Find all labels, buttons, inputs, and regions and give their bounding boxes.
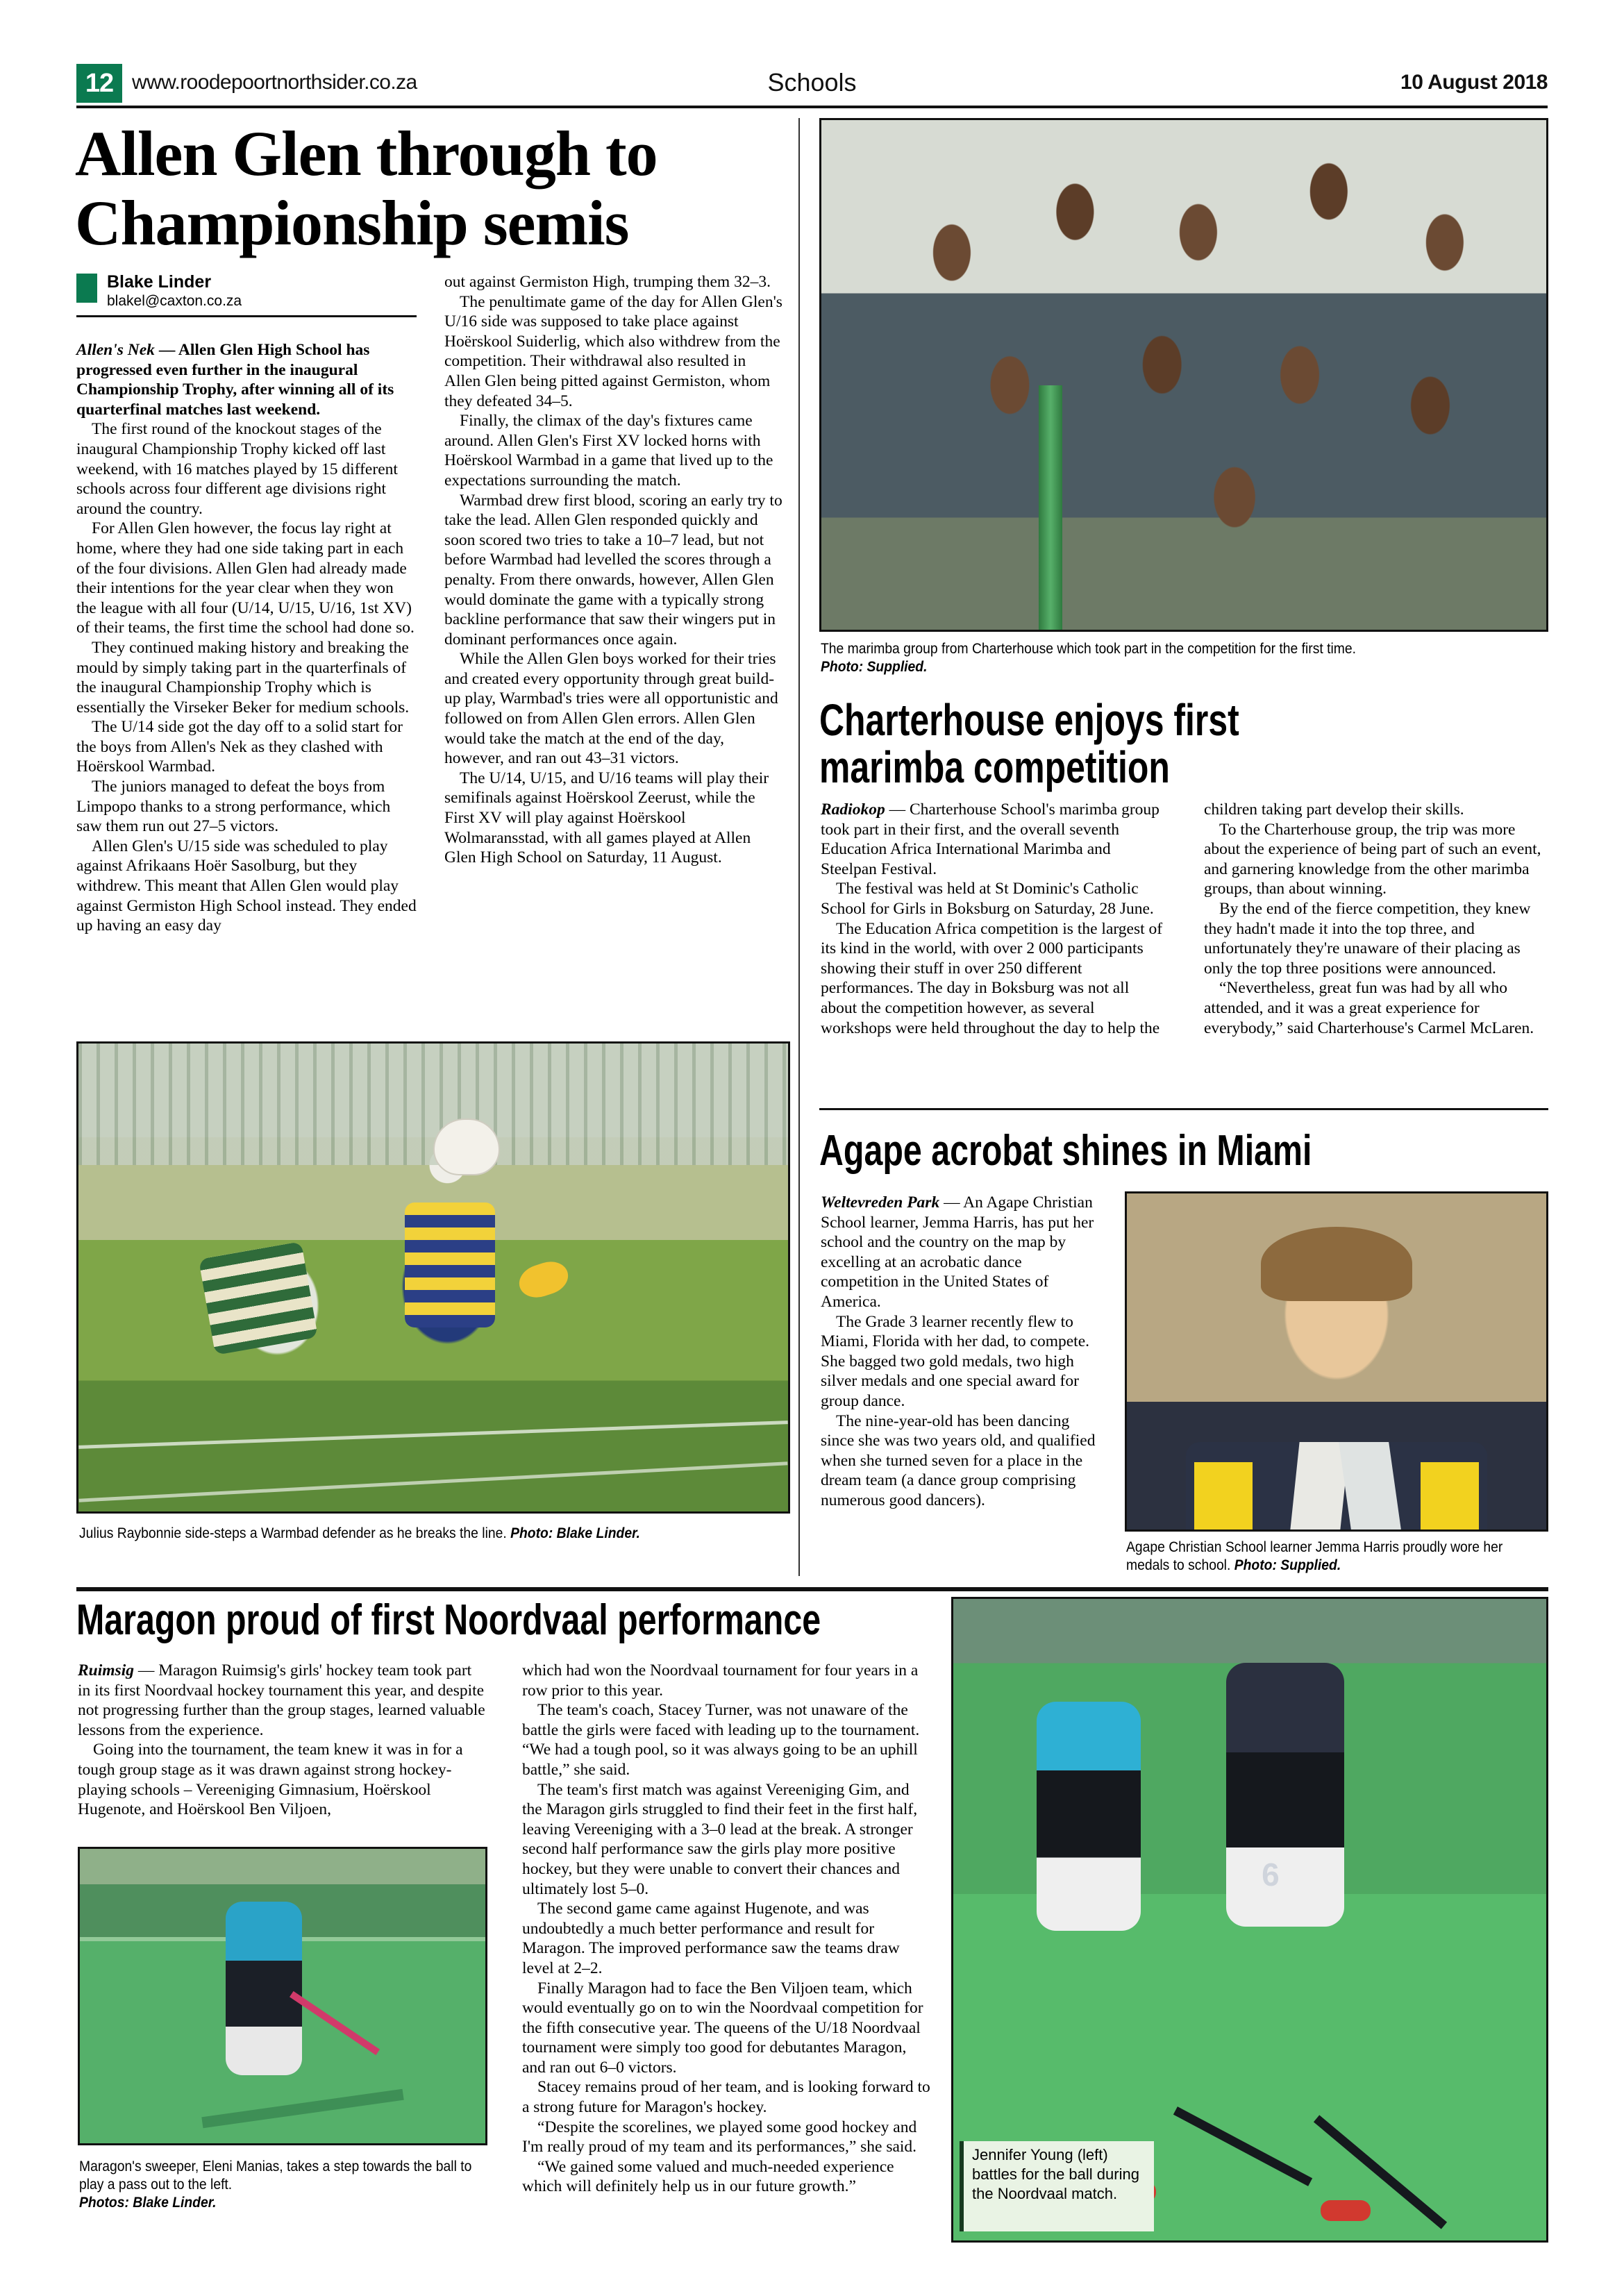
dateline: Weltevreden Park (821, 1193, 940, 1212)
photo-credit: Photo: Supplied. (1234, 1557, 1341, 1573)
pitch-line (79, 1461, 788, 1502)
paragraph (821, 800, 1168, 879)
paragraph: The U/14 side got the day off to a solid start for the boys from Allen's Nek as they clashed with Hoërskool Warmbad. (76, 718, 403, 776)
allen-glen-column-2 (444, 272, 785, 868)
jacket-yellow-panel (1194, 1462, 1253, 1530)
paragraph: By the end of the fierce competition, they knew they hadn't made it into the top three, and unfortunately they're unaware of their placing as only the top three positions were announced. (1204, 899, 1531, 978)
paragraph: The team's first match was against Vereeniging Gim, and the Maragon girls struggled to find their feet in the first half, leaving Vereeniging with a 3–0 lead at the break. A stronger second half performance saw the girls play more positive hockey, but they were unable to convert their chances and ultimately lost 5–0. (522, 1780, 918, 1898)
caption-text: Agape Christian School learner Jemma Harris proudly wore her medals to school. (1126, 1539, 1503, 1573)
paragraph: The festival was held at St Dominic's Catholic School for Girls in Boksburg on Saturday, 28 June. (821, 880, 1154, 918)
jemma-harris-photo (1125, 1191, 1548, 1532)
hockey-stick (1173, 2106, 1312, 2186)
paragraph: Warmbad drew first blood, scoring an early try to take the lead. Allen Glen responded quickly and soon scored two tries to take a 10–7 lead, but not before Warmbad had levelled the scores through a penalty. From there onwards, however, Allen Glen would dominate the game with a typically strong backline performance that saw their wingers put in dominant performances once again. (444, 491, 782, 648)
paragraph: The Grade 3 learner recently flew to Miami, Florida with her dad, to compete. She bagged two gold medals, two high silver medals and one special award for group dance. (821, 1312, 1090, 1410)
paragraph: The nine-year-old has been dancing since she was two years old, and qualified when she turned seven for a place in the dream team (a dance group comprising numerous good dancers). (821, 1411, 1096, 1509)
paragraph: The first round of the knockout stages of the inaugural Championship Trophy kicked off last weekend, with 16 matches played by 15 different schools across four different age divisions right around the country. (76, 420, 398, 518)
masthead-rule (76, 106, 1548, 108)
dateline: Ruimsig (78, 1661, 134, 1679)
hair (1261, 1227, 1412, 1300)
paragraph: “Nevertheless, great fun was had by all who attended, and it was a great experience for everybody,” said Charterhouse's Carmel McLaren. (1204, 979, 1534, 1037)
eleni-manias-photo (78, 1847, 487, 2145)
marimba-photo-caption (821, 640, 1523, 676)
hockey-stick (290, 1991, 380, 2055)
masthead (76, 61, 1548, 108)
rugby-action-photo (76, 1041, 790, 1514)
paragraph: To the Charterhouse group, the trip was more about the experience of being part of such an event, and garnering knowledge from the other marimba groups, than about winning. (1204, 820, 1541, 898)
maragon-column-2 (522, 1661, 932, 2197)
paragraph: The U/14, U/15, and U/16 teams will play their semifinals against Hoërskool Zeerust, while the First XV will play against Hoërskool Wolmaransstad, with all games played at Allen Glen High School on Saturday, 11 August. (444, 769, 769, 867)
paragraph: “We gained some valued and much-needed experience which will definitely help us in our future growth.” (522, 2157, 894, 2196)
attacking-player (405, 1203, 495, 1327)
paragraph: The team's coach, Stacey Turner, was not unaware of the battle the girls were faced with leading up to the tournament. “We had a tough pool, so it was always going to be an uphill battle,” she said. (522, 1701, 920, 1779)
jacket-yellow-panel (1421, 1462, 1480, 1530)
noordvaal-inset-caption: Jennifer Young (left) battles for the ball during the Noordvaal match. (960, 2141, 1154, 2231)
section-rule (819, 1108, 1548, 1110)
dateline: Radiokop (821, 801, 885, 819)
photo-credit: Photo: Supplied. (821, 659, 928, 675)
pitch-line (78, 1421, 788, 1449)
paragraph-text: — Maragon Ruimsig's girls' hockey team took part in its first Noordvaal hockey tournament this year, and despite not progressing further than the group stages, learned valuable lessons from the experience. (78, 1661, 485, 1739)
player-shadow (201, 2088, 403, 2127)
photo-credit: Photo: Blake Linder. (510, 1525, 640, 1541)
paragraph: The penultimate game of the day for Allen Glen's U/16 side was supposed to take place against Hoërskool Suiderlig, which also withdrew from the competition. Their withdrawal also resulted in Allen Glen being pitted against Germiston, whom they defeated 34–5. (444, 292, 782, 410)
paragraph: children taking part develop their skills. (1204, 801, 1464, 819)
hockey-player-right (1226, 1663, 1344, 1927)
page-number-badge: 12 (76, 64, 122, 103)
caption-text: Maragon's sweeper, Eleni Manias, takes a step towards the ball to play a pass out to the left. (79, 2159, 472, 2193)
paragraph: Stacey remains proud of her team, and is looking forward to a strong future for Maragon's hockey. (522, 2078, 930, 2117)
section-title: Schools (767, 68, 857, 97)
section-rule-thick (76, 1587, 1548, 1591)
eleni-photo-caption (79, 2158, 488, 2212)
hockey-player-left (1037, 1702, 1141, 1931)
allen-glen-lead (76, 340, 417, 419)
paragraph: “Despite the scorelines, we played some good hockey and I'm really proud of my team and its performances,” she said. (522, 2118, 917, 2156)
charterhouse-headline-line2: marimba competition (819, 742, 1170, 792)
jemma-photo-caption (1126, 1539, 1535, 1575)
paragraph: The juniors managed to defeat the boys from Limpopo thanks to a strong performance, which saw them run out 27–5 victors. (76, 778, 391, 836)
paragraph: out against Germiston High, trumping them 32–3. (444, 273, 771, 291)
hockey-shoe (1321, 2200, 1371, 2221)
charterhouse-column-1 (821, 800, 1168, 1038)
photo-credit: Photos: Blake Linder. (79, 2195, 217, 2211)
paragraph: They continued making history and breaking the mould by simply taking part in the quarterfinals of the inaugural Championship Trophy which is essentially the Virseker Beker for medium schools. (76, 638, 410, 717)
maragon-column-1 (78, 1661, 487, 1820)
issue-date: 10 August 2018 (1400, 71, 1548, 94)
paragraph: For Allen Glen however, the focus lay right at home, where they had one side taking part in each of the four divisions. Allen Glen had already made their intentions for the year clear when they won the league with all four (U/14, U/15, U/16, 1st XV) of their teams, the first time the school had done so. (76, 519, 415, 637)
caption-text: Julius Raybonnie side-steps a Warmbad defender as he breaks the line. (79, 1525, 507, 1541)
byline (76, 272, 424, 321)
charterhouse-headline-line1: Charterhouse enjoys first (819, 695, 1239, 745)
charterhouse-column-2 (1204, 800, 1551, 1038)
allen-glen-column-1 (76, 340, 417, 936)
paragraph: Allen Glen's U/15 side was scheduled to play against Afrikaans Hoër Sasolburg, but they withdrew. This meant that Allen Glen would play against Germiston High School instead. They ended up having an easy day (76, 837, 417, 935)
byline-rule (76, 315, 417, 317)
marimba-group-photo (819, 118, 1548, 632)
scrum-cap (433, 1118, 500, 1175)
marimba-stand (1039, 385, 1062, 630)
defending-player (199, 1241, 318, 1355)
dateline: Allen's Nek (76, 341, 155, 359)
paragraph: which had won the Noordvaal tournament for four years in a row prior to this year. (522, 1661, 919, 1700)
hockey-player (226, 1902, 302, 2075)
paragraph: The Education Africa competition is the largest of its kind in the world, with over 2 000 participants showing their stuff in over 250 different performances. The day in Boksburg was not all about the competition however, as several workshops were held throughout the day to help the (821, 919, 1163, 1037)
byline-author-name: Blake Linder (107, 272, 212, 292)
paragraph-text: — An Agape Christian School learner, Jemma Harris, has put her school and the country on the map by excelling at an acrobatic dance competition in the United States of America. (821, 1193, 1094, 1311)
allen-glen-headline-line2: Championship semis (75, 187, 629, 258)
paragraph: The second game came against Hugenote, and was undoubtedly a much better performance and result for Maragon. The improved performance saw the teams draw level at 2–2. (522, 1900, 900, 1977)
paragraph: While the Allen Glen boys worked for their tries and created every opportunity through great build-up play, Warmbad's tries were all opportunistic and followed on from Allen Glen errors. Allen Glen would take the match at the end of the day, however, and ran out 43–31 victors. (444, 650, 778, 768)
paragraph: Going into the tournament, the team knew it was in for a tough group stage as it was drawn against strong hockey-playing schools – Vereeniging Gimnasium, Hoërskool Hugenote, and Hoërskool Ben Viljoen, (78, 1741, 463, 1819)
paragraph (78, 1661, 487, 1740)
agape-headline: Agape acrobat shines in Miami (819, 1127, 1312, 1175)
agape-column-1 (821, 1193, 1098, 1511)
paragraph: Finally Maragon had to face the Ben Viljoen team, which would eventually go on to win the Noordvaal competition for the fifth consecutive year. The queens of the U/18 Noordvaal tournament were simply too good for debutantes Maragon, and ran out 6–0 victors. (522, 1979, 923, 2077)
website-url[interactable]: www.roodepoortnorthsider.co.za (132, 71, 417, 94)
jersey-number: 6 (1262, 1856, 1280, 1893)
paragraph-text: — Allen Glen High School has progressed even further in the inaugural Championship Trophy, after winning all of its quarterfinal matches last weekend. (76, 341, 394, 419)
byline-author-email[interactable]: blakel@caxton.co.za (107, 293, 242, 309)
paragraph-text: — Charterhouse School's marimba group took part in their first, and the overall seventh Education Africa International Marimba and Steelpan Festival. (821, 801, 1160, 878)
caption-text: The marimba group from Charterhouse which took part in the competition for the first time. (821, 641, 1356, 657)
column-divider (798, 118, 800, 1576)
rugby-ball (514, 1257, 572, 1302)
rugby-photo-caption (79, 1525, 814, 1543)
byline-color-swatch (76, 274, 97, 303)
allen-glen-headline-line1: Allen Glen through to (75, 118, 658, 189)
paragraph: Finally, the climax of the day's fixtures came around. Allen Glen's First XV locked horns with Hoërskool Warmbad in a game that lived up to the expectations surrounding the match. (444, 412, 773, 489)
maragon-headline: Maragon proud of first Noordvaal performance (76, 1596, 821, 1644)
paragraph (821, 1193, 1098, 1312)
